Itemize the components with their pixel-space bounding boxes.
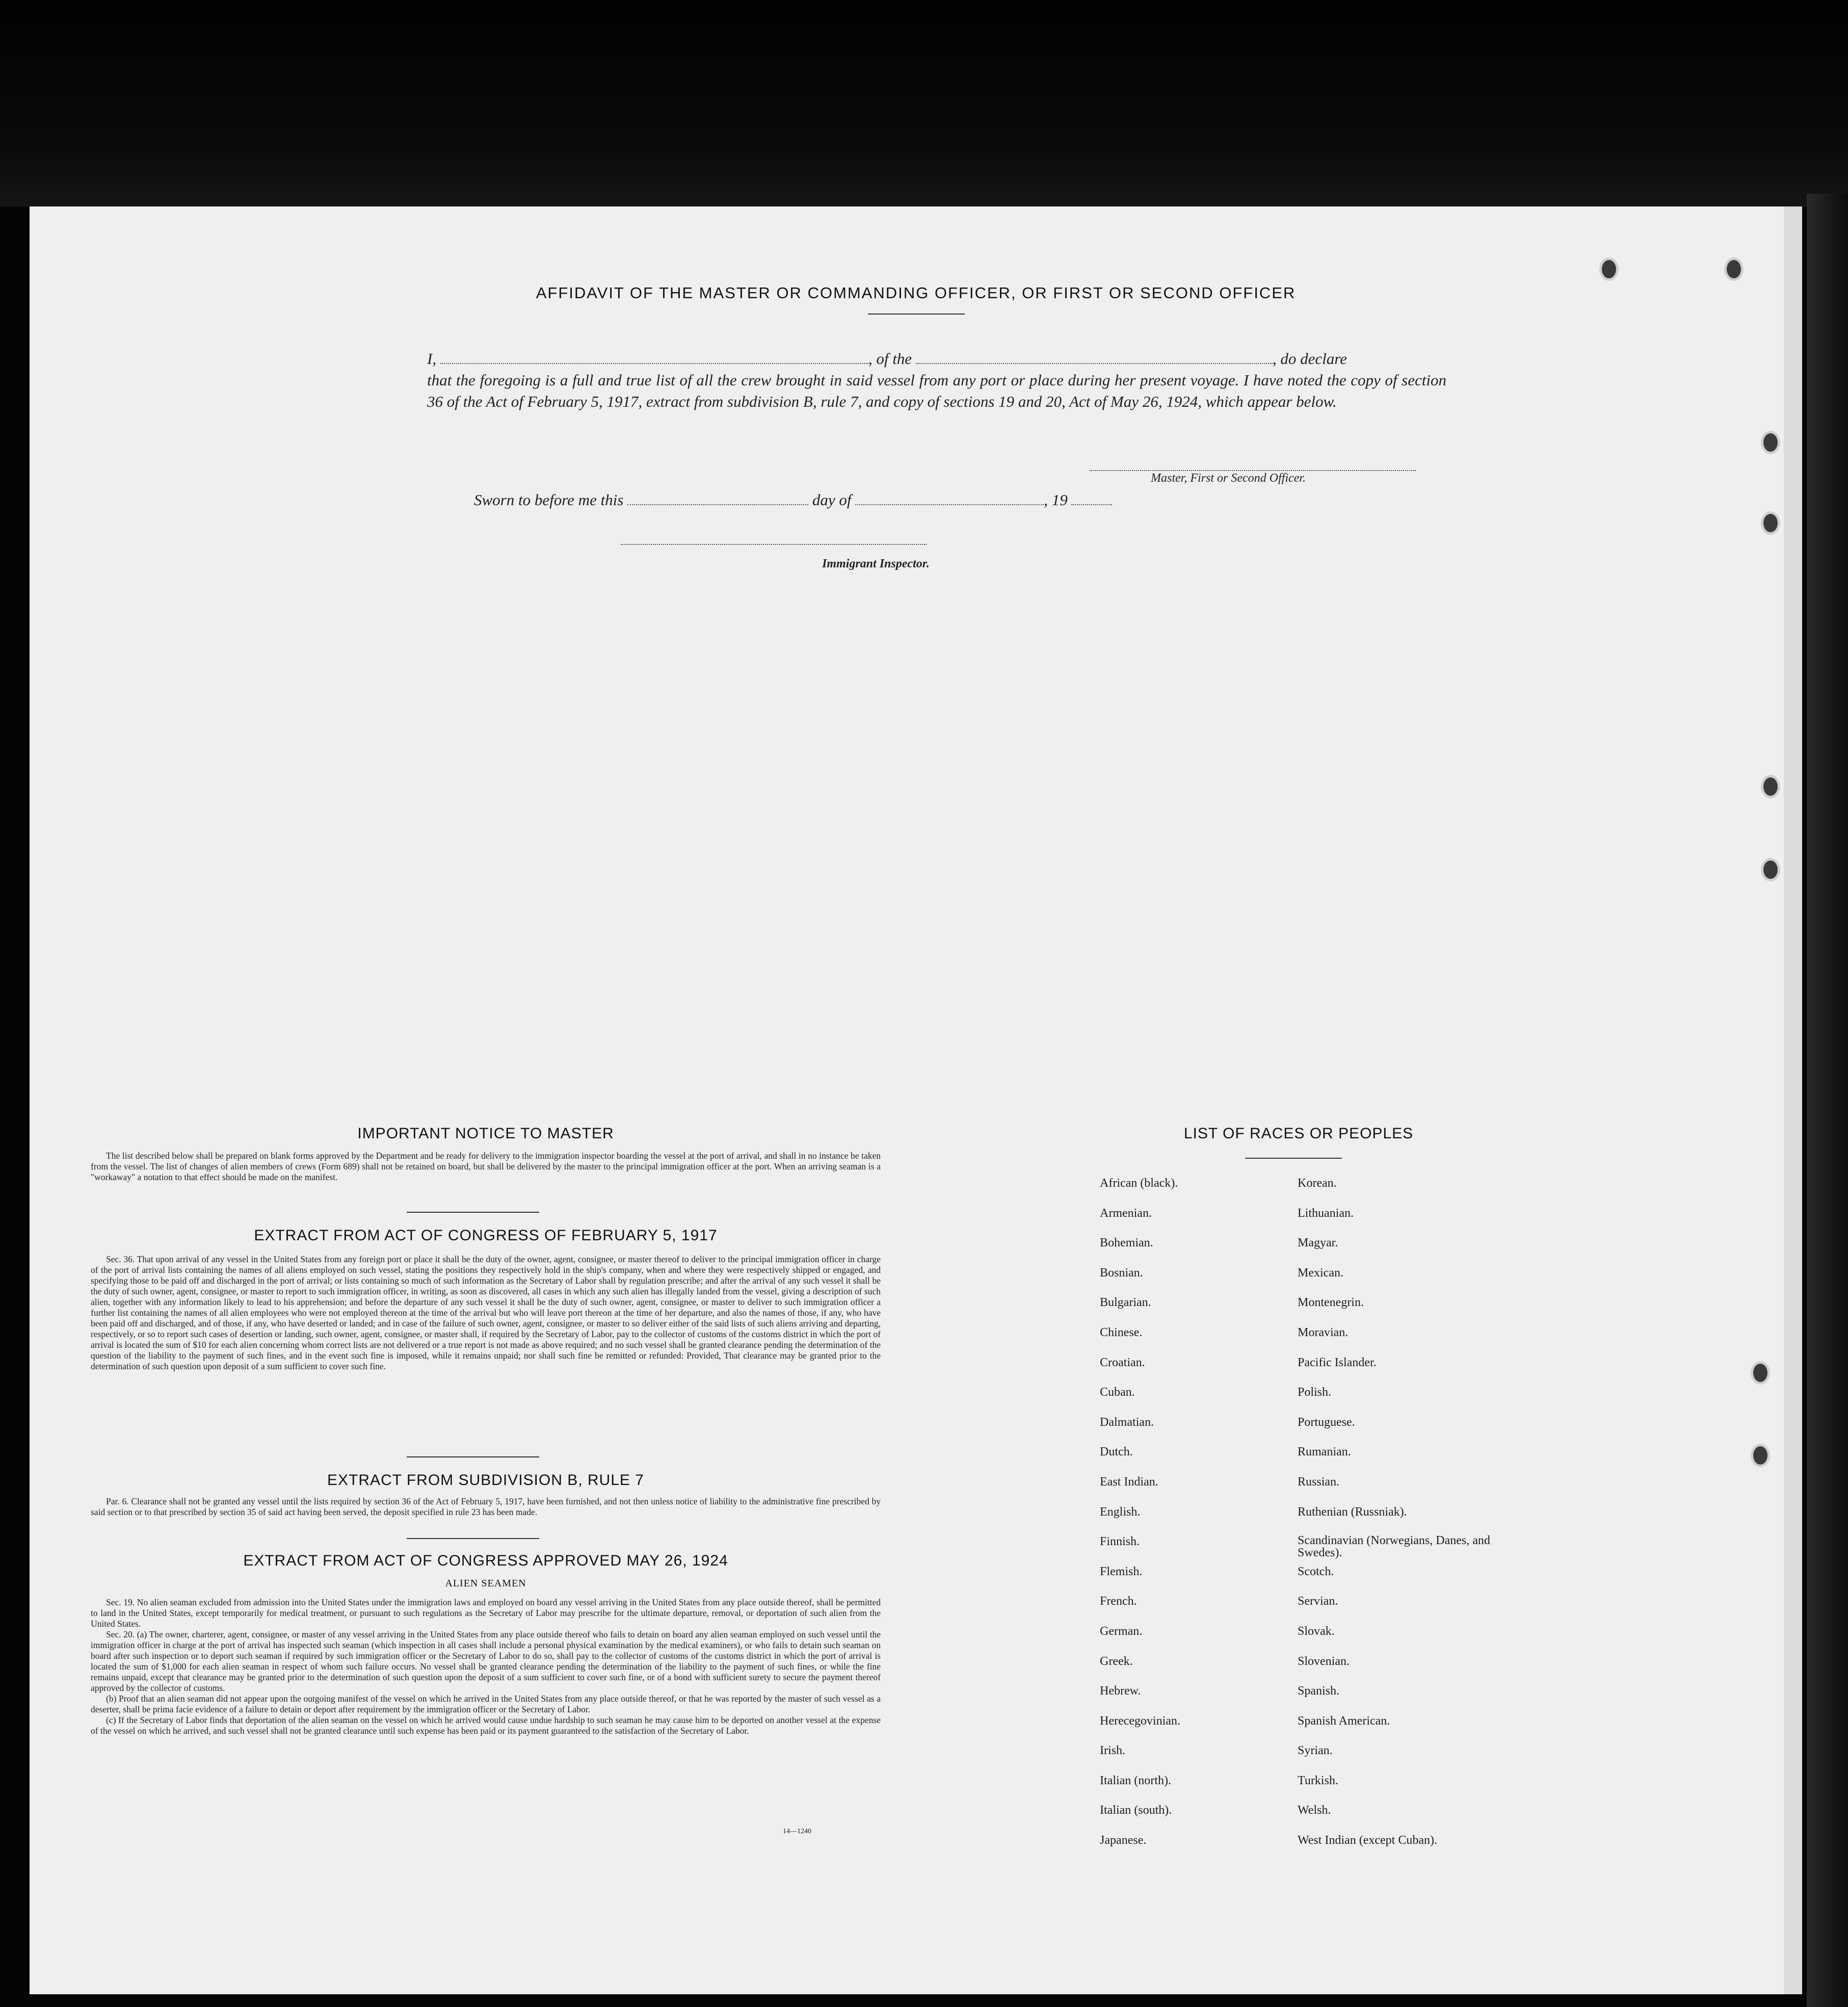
race-item: Italian (north). bbox=[1100, 1774, 1171, 1787]
notice-text: The list described below shall be prepared on blank forms approved by the Department and be ready for delivery to the immigration inspector boarding the vessel at the port of arrival, and shall in no instance be taken from the vessel. The list of changes of alien members of crews (Form 689) shall not be retained on board, but shall be delivered by the master to the principal immigration officer at the port. When an arriving seaman is a "workaway" a notation to that effect should be made on the manifest. bbox=[91, 1151, 881, 1182]
inspector-signature-line[interactable] bbox=[621, 544, 927, 545]
sworn-row bbox=[474, 491, 1112, 509]
race-item: Slovak. bbox=[1298, 1624, 1335, 1638]
sworn-month-blank[interactable] bbox=[855, 491, 1044, 505]
binder-hole bbox=[1761, 431, 1780, 454]
race-item: German. bbox=[1100, 1624, 1143, 1638]
race-item: Slovenian. bbox=[1298, 1654, 1350, 1668]
race-item: Italian (south). bbox=[1100, 1804, 1172, 1817]
race-item: Finnish. bbox=[1100, 1535, 1140, 1549]
binder-hole bbox=[1751, 1361, 1770, 1385]
race-item: African (black). bbox=[1100, 1177, 1178, 1190]
race-item: Portuguese. bbox=[1298, 1415, 1355, 1429]
race-item: Welsh. bbox=[1298, 1804, 1331, 1817]
race-item: Turkish. bbox=[1298, 1774, 1338, 1787]
sworn-day-blank[interactable] bbox=[627, 491, 808, 505]
race-item: Greek. bbox=[1100, 1654, 1133, 1668]
binder-hole bbox=[1751, 1444, 1770, 1467]
race-item: Rumanian. bbox=[1298, 1445, 1351, 1459]
race-item: Scotch. bbox=[1298, 1565, 1334, 1578]
affidavit-first-line bbox=[427, 348, 1446, 370]
binder-hole bbox=[1761, 858, 1780, 881]
binder-hole bbox=[1599, 257, 1619, 281]
race-item: East Indian. bbox=[1100, 1475, 1158, 1489]
race-item: Dalmatian. bbox=[1100, 1415, 1154, 1429]
race-item: English. bbox=[1100, 1505, 1141, 1519]
affidavit-declare-label: , do declare bbox=[1272, 350, 1347, 368]
extract-rule7-body bbox=[91, 1496, 881, 1518]
races-column-2 bbox=[1298, 1176, 1491, 1863]
extract-rule7-text: Par. 6. Clearance shall not be granted any vessel until the lists required by section 36 of the Act of February 5, 1917, have been furnished, and not then unless notice of liability to the administrative fine prescribed by said section or to that prescribed by section 35 of said act having been served, the deposit specified in rule 23 has been made. bbox=[91, 1496, 881, 1517]
race-item: Hebrew. bbox=[1100, 1684, 1141, 1698]
race-item: Lithuanian. bbox=[1298, 1206, 1354, 1220]
name-blank-line[interactable] bbox=[440, 350, 868, 364]
extract-1917-text: Sec. 36. That upon arrival of any vessel in the United States from any foreign port or place it shall be the duty of the owner, agent, consignee, or master thereof to deliver to the principal immigration officer in charge of the port of arrival lists containing the names of all aliens employed on such vessel, stating the positions they respectively hold in the ship's company, when and where they were respectively shipped or engaged, and specifying those to be paid off and discharged in the port of arrival; or lists containing so much of such information as the Secretary of Labor shall by regulation prescribe; and after the arrival of any such vessel it shall be the duty of such owner, agent, consignee, or master to report to such immigration officer, in writing, as soon as discovered, all cases in which any such alien has illegally landed from the vessel, giving a description of such alien, together with any information likely to lead to his apprehension; and before the departure of any such vessel it shall be the duty of such owner, agent, consignee, or master to deliver to such immigration officer a further list containing the names of all alien employees who were not employed thereon at the time of the arrival but who will leave port thereon at the time of her departure, and also the names of those, if any, who have been paid off and discharged, and of those, if any, who have deserted or landed; and in case of the failure of such owner, agent, consignee, or master to so deliver either of the said lists of such aliens arriving and departing, respectively, or so to report such cases of desertion or landing, such owner, agent, consignee, or master shall, if required by the Secretary of Labor, pay to the collector of customs of the customs district in which the port of arrival is located the sum of $10 for each alien concerning whom correct lists are not delivered or a true report is not made as above required; and no such vessel shall be granted clearance pending the determination of the question of the liability to the payment of such fines, and in the event such fine is imposed, while it remains unpaid; nor shall such fine be remitted or refunded: Provided, That clearance may be granted prior to the determination of such question upon deposit of a sum sufficient to cover such fine. bbox=[91, 1254, 881, 1371]
extract-1917-title: EXTRACT FROM ACT OF CONGRESS OF FEBRUARY 5, 1917 bbox=[254, 1227, 718, 1244]
extract-1924-subtitle: ALIEN SEAMEN bbox=[445, 1578, 526, 1589]
races-title: LIST OF RACES OR PEOPLES bbox=[1183, 1125, 1414, 1142]
race-item: Spanish American. bbox=[1298, 1714, 1390, 1728]
race-item: Bohemian. bbox=[1100, 1236, 1153, 1250]
race-item: Mexican. bbox=[1298, 1266, 1343, 1280]
extract-1924-title: EXTRACT FROM ACT OF CONGRESS APPROVED MAY 26, 1924 bbox=[243, 1552, 728, 1569]
race-item: Flemish. bbox=[1100, 1565, 1143, 1578]
sworn-day-label: day of bbox=[812, 491, 852, 509]
vessel-blank-line[interactable] bbox=[916, 350, 1273, 364]
race-item: Japanese. bbox=[1100, 1834, 1147, 1847]
scan-border-top bbox=[0, 0, 1848, 206]
paper-edge bbox=[1784, 206, 1802, 1994]
race-item: Irish. bbox=[1100, 1744, 1125, 1758]
scan-border-right bbox=[1807, 194, 1848, 2007]
binder-hole bbox=[1761, 775, 1780, 798]
race-item: Russian. bbox=[1298, 1475, 1340, 1489]
race-item: Croatian. bbox=[1100, 1356, 1145, 1369]
affidavit-i-label: I, bbox=[427, 350, 437, 368]
race-item: Spanish. bbox=[1298, 1684, 1340, 1698]
master-signature-line[interactable] bbox=[1090, 470, 1416, 471]
binder-hole bbox=[1761, 511, 1780, 535]
race-item: Ruthenian (Russniak). bbox=[1298, 1505, 1407, 1519]
races-column-1 bbox=[1100, 1176, 1180, 1863]
affidavit-body bbox=[427, 348, 1446, 412]
race-item: Bosnian. bbox=[1100, 1266, 1143, 1280]
race-item: Moravian. bbox=[1298, 1325, 1349, 1339]
race-item: Armenian. bbox=[1100, 1206, 1152, 1220]
race-item: Korean. bbox=[1298, 1177, 1337, 1190]
extract-1917-body bbox=[91, 1254, 881, 1372]
sworn-year-label: , 19 bbox=[1044, 491, 1068, 509]
sec-20a-text: Sec. 20. (a) The owner, charterer, agent, consignee, or master of any vessel arriving in the United States from any place outside thereof who fails to detain on board any alien seaman employed on such vessel until the immigration officer in charge at the port of arrival has inspected such seaman (which inspection in all cases shall include a personal physical examination by the medical examiners), or who fails to detain such seaman on board after such inspection or to deport such seaman if required by such immigration officer or the Secretary of Labor to do so, shall pay to the collector of customs of the customs district in which the port of arrival is located the sum of $1,000 for each alien seaman in respect of whom such failure occurs. No vessel shall be granted clearance pending the determination of the liability to the payment of such fines, or while the fine remains unpaid, except that clearance may be granted prior to the determination of such question upon the deposit of a sum sufficient to cover such fine, or of a bond with sufficient surety to secure the payment thereof approved by the collector of customs. bbox=[91, 1629, 881, 1693]
race-item: Pacific Islander. bbox=[1298, 1356, 1377, 1369]
inspector-signature-label: Immigrant Inspector. bbox=[822, 557, 930, 570]
race-item: Syrian. bbox=[1298, 1744, 1333, 1758]
race-item: Herecegovinian. bbox=[1100, 1714, 1180, 1728]
race-item: Bulgarian. bbox=[1100, 1296, 1151, 1310]
race-item: Chinese. bbox=[1100, 1325, 1143, 1339]
notice-body bbox=[91, 1151, 881, 1183]
binder-hole bbox=[1724, 257, 1744, 281]
race-item: Magyar. bbox=[1298, 1236, 1338, 1250]
sec-20c-text: (c) If the Secretary of Labor finds that deportation of the alien seaman on the vessel on which he arrived would cause undue hardship to such seaman he may cause him to be deported on another vessel at the expense of the vessel on which he arrived, and such vessel shall not be granted clearance until such expense has been paid or its payment guaranteed to the satisfaction of the Secretary of Labor. bbox=[91, 1715, 881, 1736]
document-page bbox=[30, 206, 1802, 1994]
affidavit-title-rule bbox=[868, 314, 965, 315]
race-item: Dutch. bbox=[1100, 1445, 1133, 1459]
sec-19-text: Sec. 19. No alien seaman excluded from admission into the United States under the immigration laws and employed on board any vessel arriving in the United States from any place outside thereof, shall be permitted to land in the United States, except temporarily for medical treatment, or pursuant to such regulations as the Secretary of Labor may prescribe for the ultimate departure, removal, or deportation of such alien from the United States. bbox=[91, 1597, 881, 1629]
master-signature-label: Master, First or Second Officer. bbox=[1151, 472, 1306, 485]
race-item: French. bbox=[1100, 1595, 1137, 1608]
race-item: Scandinavian (Norwegians, Danes, and Swedes). bbox=[1298, 1534, 1490, 1560]
form-number: 14—1240 bbox=[783, 1828, 811, 1835]
divider-2 bbox=[407, 1456, 539, 1457]
extract-1924-body bbox=[91, 1597, 881, 1736]
extract-rule7-title: EXTRACT FROM SUBDIVISION B, RULE 7 bbox=[327, 1472, 644, 1489]
sworn-year-blank[interactable] bbox=[1071, 491, 1112, 505]
affidavit-title: AFFIDAVIT OF THE MASTER OR COMMANDING OFFICER, OR FIRST OR SECOND OFFICER bbox=[536, 284, 1296, 302]
race-item: West Indian (except Cuban). bbox=[1298, 1834, 1437, 1847]
race-item: Servian. bbox=[1298, 1595, 1338, 1608]
affidavit-statement: that the foregoing is a full and true list of all the crew brought in said vessel from any port or place during her present voyage. I have noted the copy of section 36 of the Act of February 5, 1917, extract from subdivision B, rule 7, and copy of sections 19 and 20, Act of May 26, 1924, which appear below. bbox=[427, 371, 1446, 410]
notice-title: IMPORTANT NOTICE TO MASTER bbox=[357, 1125, 614, 1142]
affidavit-of-the-label: , of the bbox=[868, 350, 912, 368]
races-title-rule bbox=[1245, 1158, 1342, 1159]
divider-1 bbox=[407, 1212, 539, 1213]
race-item: Polish. bbox=[1298, 1386, 1332, 1399]
sworn-prefix: Sworn to before me this bbox=[474, 491, 624, 509]
race-item: Cuban. bbox=[1100, 1386, 1135, 1399]
race-item: Montenegrin. bbox=[1298, 1296, 1364, 1310]
sec-20b-text: (b) Proof that an alien seaman did not appear upon the outgoing manifest of the vessel on which he arrived in the United States from any place outside thereof, or that he was reported by the master of such vessel as a deserter, shall be prima facie evidence of a failure to detain or deport after requirement by the immigration officer or the Secretary of Labor. bbox=[91, 1693, 881, 1714]
divider-3 bbox=[407, 1538, 539, 1539]
